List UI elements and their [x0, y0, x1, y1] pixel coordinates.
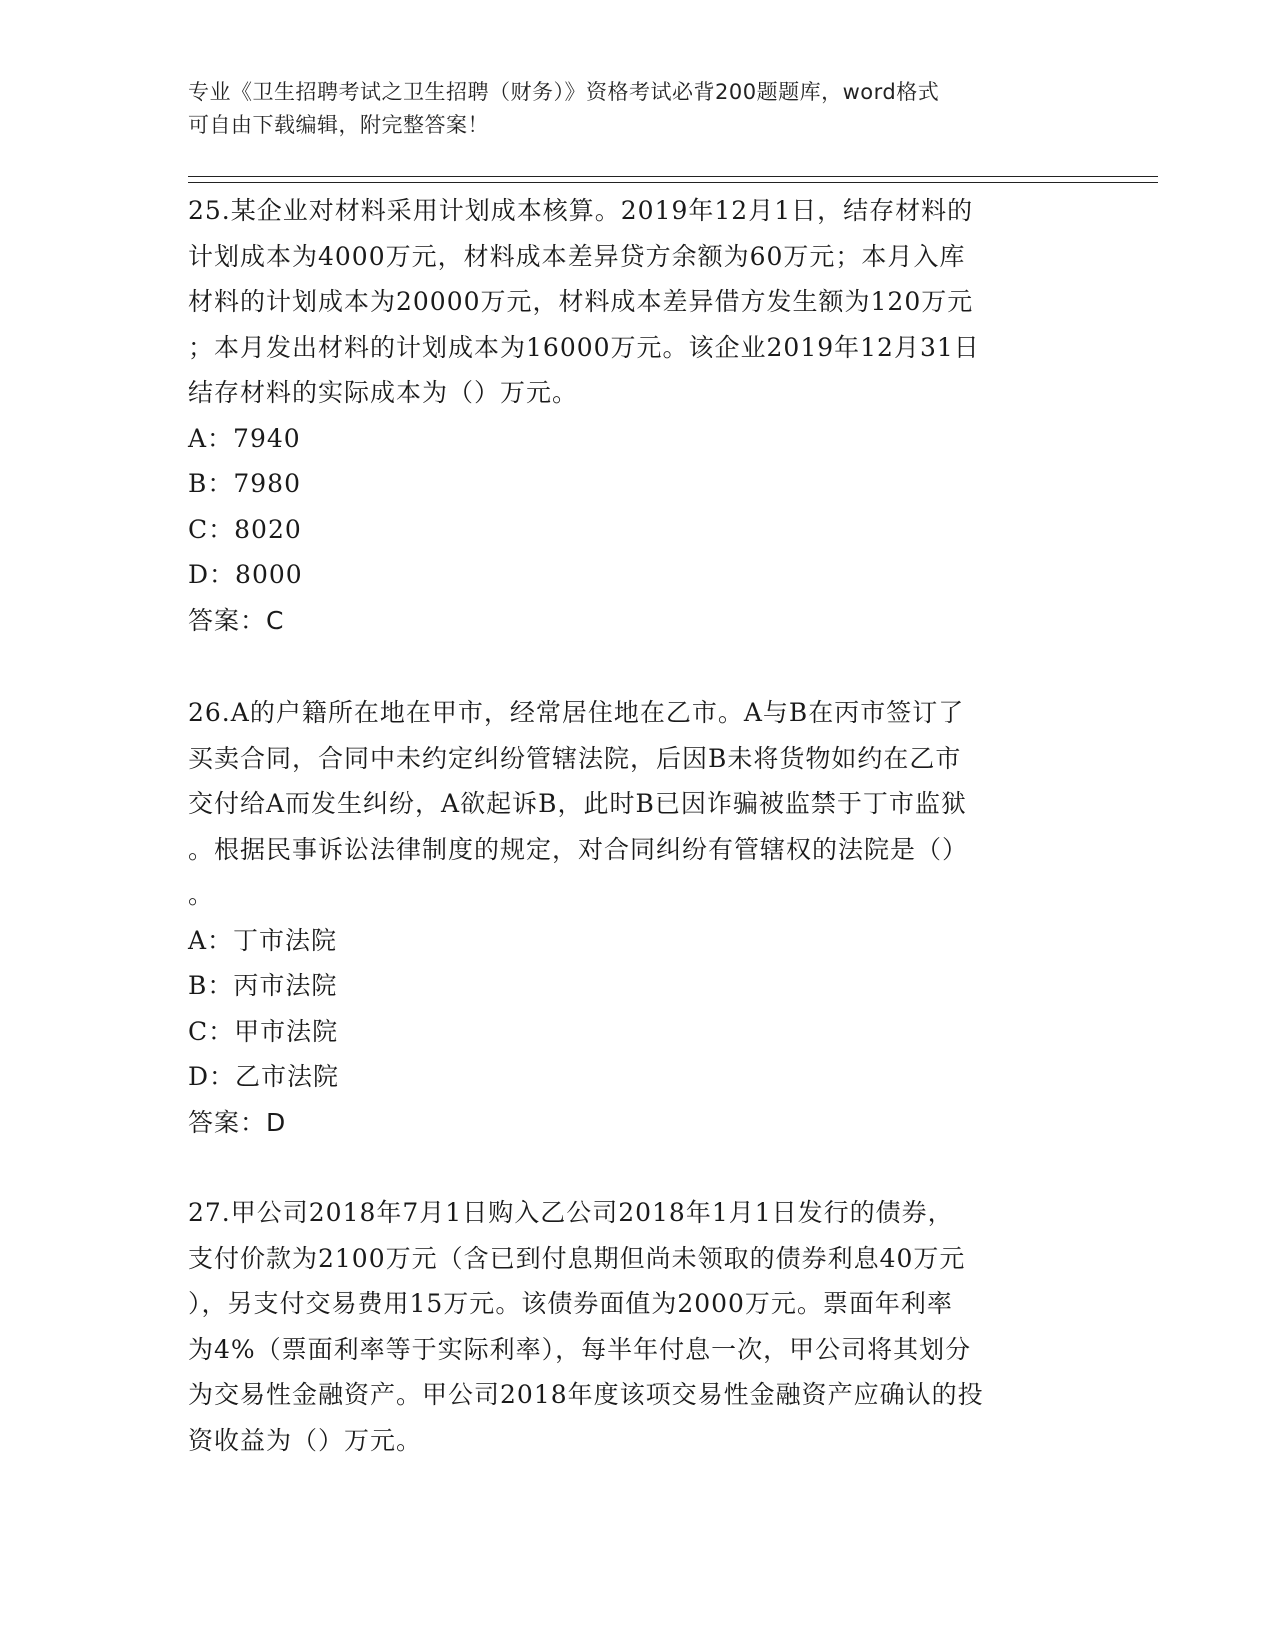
question-text-line: 买卖合同，合同中未约定纠纷管辖法院，后因B未将货物如约在乙市: [188, 743, 962, 773]
question-text-line: 计划成本为4000万元，材料成本差异贷方余额为60万元；本月入库: [188, 241, 966, 271]
option-b: B：7980: [188, 469, 301, 498]
question-text-line: 25.某企业对材料采用计划成本核算。2019年12月1日，结存材料的: [188, 196, 974, 225]
question-text-line: 材料的计划成本为20000万元，材料成本差异借方发生额为120万元: [188, 287, 974, 316]
question-text-line: 交付给A而发生纠纷，A欲起诉B，此时B已因诈骗被监禁于丁市监狱: [188, 789, 967, 818]
question-text-line: ），另支付交易费用15万元。该债券面值为2000万元。票面年利率: [188, 1289, 953, 1318]
option-c: C：8020: [188, 514, 302, 544]
option-d: D：乙市法院: [188, 1062, 340, 1091]
option-c: C：甲市法院: [188, 1016, 339, 1046]
header-divider-top: [188, 176, 1158, 177]
question-text-line: 结存材料的实际成本为（）万元。: [188, 378, 579, 407]
question-27: [188, 1190, 1088, 1463]
option-a: A：7940: [188, 423, 301, 453]
question-text-line: 。: [188, 880, 215, 909]
question-text-line: 26.A的户籍所在地在甲市，经常居住地在乙市。A与B在丙市签订了: [188, 698, 965, 727]
question-text-line: 为4%（票面利率等于实际利率），每半年付息一次，甲公司将其划分: [188, 1334, 972, 1364]
header-divider-bottom: [188, 182, 1158, 183]
question-26: [188, 690, 1088, 1145]
question-text-line: ；本月发出材料的计划成本为16000万元。该企业2019年12月31日: [188, 332, 980, 362]
header-title-line-2: 可自由下载编辑，附完整答案！: [188, 113, 489, 137]
option-b: B：丙市法院: [188, 971, 338, 1000]
header-title-line-1: 专业《卫生招聘考试之卫生招聘（财务）》资格考试必背200题题库，word格式: [188, 80, 940, 104]
document-header: [188, 76, 1068, 142]
question-text-line: 资收益为（）万元。: [188, 1425, 423, 1455]
answer-label: 答案：C: [188, 605, 285, 635]
answer-label: 答案：D: [188, 1107, 287, 1137]
option-a: A：丁市法院: [188, 925, 338, 955]
question-25: [188, 188, 1088, 643]
option-d: D：8000: [188, 560, 303, 589]
question-text-line: 支付价款为2100万元（含已到付息期但尚未领取的债券利息40万元: [188, 1243, 966, 1273]
question-text-line: 27.甲公司2018年7月1日购入乙公司2018年1月1日发行的债券，: [188, 1198, 954, 1227]
question-text-line: 。根据民事诉讼法律制度的规定，对合同纠纷有管辖权的法院是（）: [188, 834, 969, 864]
question-text-line: 为交易性金融资产。甲公司2018年度该项交易性金融资产应确认的投: [188, 1380, 984, 1409]
